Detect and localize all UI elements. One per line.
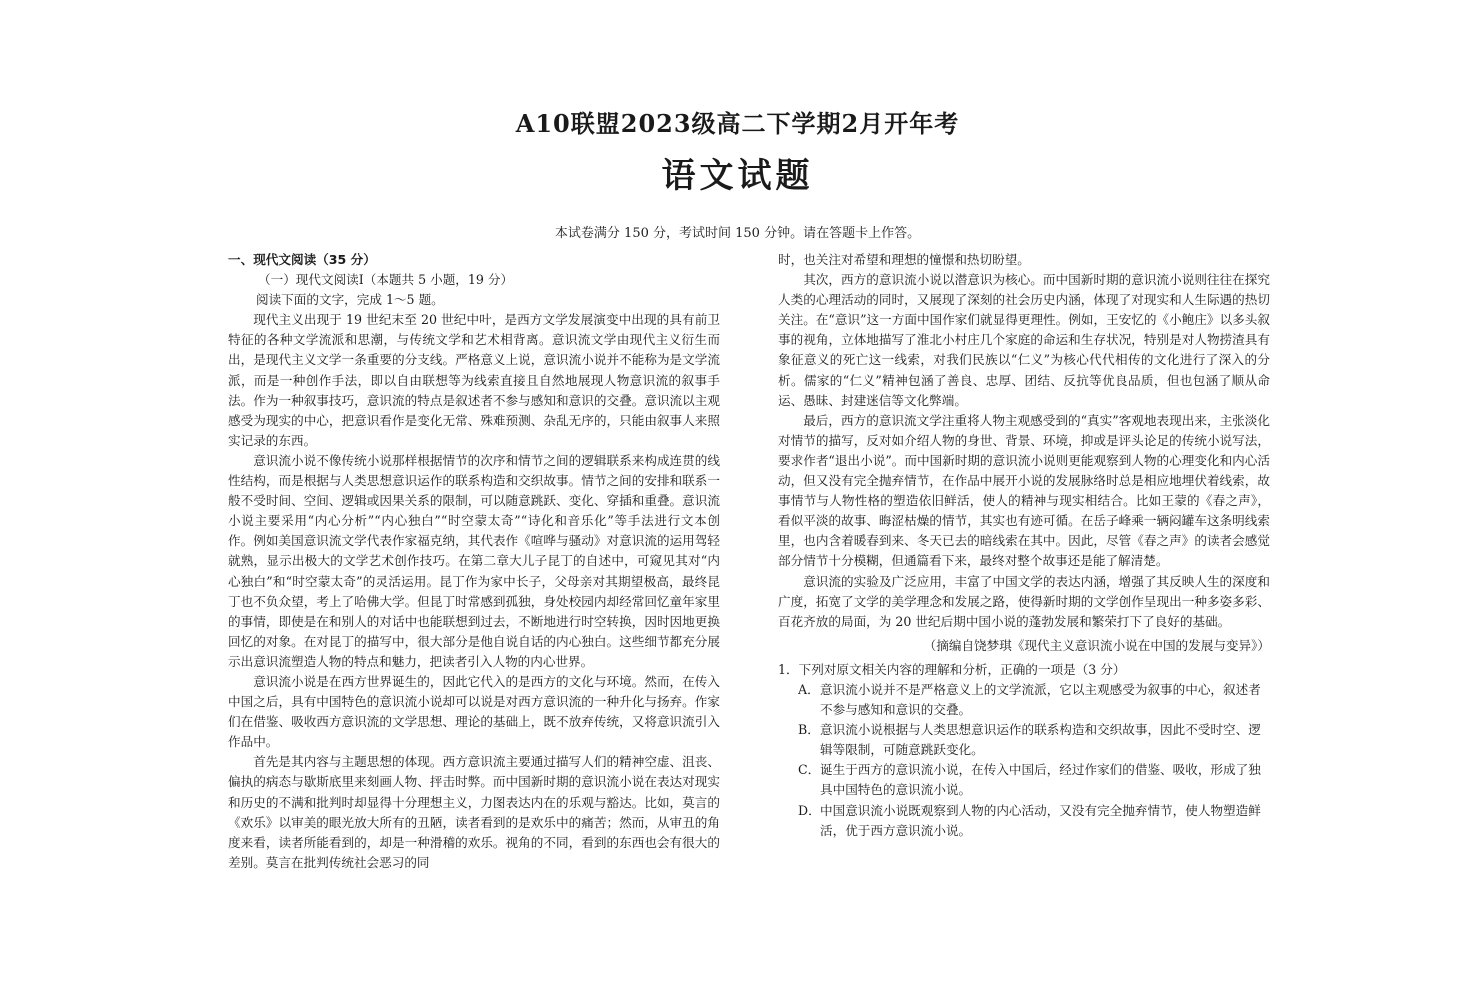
section-subheading: （一）现代文阅读Ⅰ（本题共 5 小题，19 分） [258,272,514,288]
option-text: 意识流小说并不是严格意义上的文学流派，它以主观感受为叙事的中心，叙述者不参与感知和意识的交叠。 [820,681,1261,718]
question-1 [778,660,1270,841]
option-text: 中国意识流小说既观察到人物的内心活动，又没有完全抛弃情节，使人物塑造鲜活，优于西方意识流小说。 [820,802,1261,838]
subject-title: 语文试题 [661,156,814,196]
option-d [778,801,1270,841]
exam-notice: 本试卷满分 150 分，考试时间 150 分钟。请在答题卡上作答。 [554,226,921,241]
option-text: 意识流小说根据与人类思想意识运作的联系构造和交织故事，因此不受时空、逻辑等限制，可随意跳跃变化。 [820,722,1261,758]
paragraph-4-continued: 时，也关注对希望和理想的憧憬和热切盼望。 [778,252,1030,267]
right-column [778,250,1270,841]
paragraph-7: 意识流的实验及广泛应用，丰富了中国文学的表达内涵，增强了其反映人生的深度和广度，拓宽了文学的美学理念和发展之路，使得新时期的文学创作呈现出一种多姿多彩、百花齐放的局面，为 20 世纪后期中国小说的蓬勃发展和繁荣打下了良好的基础。 [778,573,1270,629]
paragraph-6: 最后，西方的意识流文学注重将人物主观感受到的“真实”客观地表现出来，主张淡化对情节的描写，反对如介绍人物的身世、背景、环境，抑或是评头论足的传统小说写法，要求作者“退出小说”。而中国新时期的意识流小说则更能观察到人物的心理变化和内心活动，但又没有完全抛弃情节，在作品中展开小说的发展脉络时总是相应地埋伏着线索，故事情节与人物性格的塑造依旧鲜活，使人的精神与现实相结合。比如王蒙的《春之声》，看似平淡的故事、晦涩枯燥的情节，其实也有迹可循。在岳子峰乘一辆闷罐车这条明线索里，也内含着暖春到来、冬天已去的暗线索在其中。因此，尽管《春之声》的读者会感觉部分情节十分模糊，但通篇看下来，最终对整个故事还是能了解清楚。 [778,412,1270,569]
option-letter: B． [798,722,820,738]
paragraph-1: 现代主义出现于 19 世纪末至 20 世纪中叶，是西方文学发展演变中出现的具有前卫特征的各种文学流派和思潮，与传统文学和艺术相背离。意识流文学由现代主义衍生而出，是现代主义文学一条重要的分支线。严格意义上说，意识流小说并不能称为是文学流派，而是一种创作手法，即以自由联想等为线索直接且自然地展现人物意识流的叙事手法。作为一种叙事技巧，意识流的特点是叙述者不参与感知和意识的交叠。意识流以主观感受为现实的中心，把意识看作是变化无常、殊难预测、杂乱无序的，只能由叙事人来照实记录的东西。 [228,312,720,448]
question-1-stem: 1．下列对原文相关内容的理解和分析，正确的一项是（3 分） [778,661,1126,677]
exam-title: A10联盟2023级高二下学期2月开年考 [515,109,960,138]
option-text: 诞生于西方的意识流小说，在传入中国后，经过作家们的借鉴、吸收，形成了独具中国特色的意识流小说。 [820,762,1261,798]
option-letter: D． [798,802,821,818]
left-column [228,250,720,873]
paragraph-3: 意识流小说是在西方世界诞生的，因此它代入的是西方的文化与环境。然而，在传入中国之后，具有中国特色的意识流小说却可以说是对西方意识流的一种升化与扬弃。作家们在借鉴、吸收西方意识流的文学思想、理论的基础上，既不放弃传统，又将意识流引入作品中。 [228,673,720,750]
paragraph-2: 意识流小说不像传统小说那样根据情节的次序和情节之间的逻辑联系来构成连贯的线性结构，而是根据与人类思想意识运作的联系构造和交织故事。情节之间的安排和联系一般不受时间、空间、逻辑或因果关系的限制，可以随意跳跃、变化、穿插和重叠。意识流小说主要采用“内心分析”“内心独白”“时空蒙太奇”“诗化和音乐化”等手法进行文本创作。例如美国意识流文学代表作家福克纳，其代表作《喧哗与骚动》对意识流的运用驾轻就熟，显示出极大的文学艺术创作技巧。在第二章大儿子昆丁的自述中，可窥见其对“内心独白”和“时空蒙太奇”的灵活运用。昆丁作为家中长子，父母亲对其期望极高，最终昆丁也不负众望，考上了哈佛大学。但昆丁时常感到孤独，身处校园内却经常回忆童年家里的事情，即使是在和别人的对话中也能联想到过去，不断地进行时空转换，因时因地更换回忆的对象。在对昆丁的描写中，很大部分是他自说自话的内心独白。这些细节都充分展示出意识流塑造人物的特点和魅力，把读者引入人物的内心世界。 [228,452,720,669]
paragraph-4: 首先是其内容与主题思想的体现。西方意识流主要通过描写人们的精神空虚、沮丧、偏执的病态与歇斯底里来刻画人物、抨击时弊。而中国新时期的意识流小说在表达对现实和历史的不满和批判时却显得十分理想主义，力图表达内在的乐观与豁达。比如，莫言的《欢乐》以审美的眼光放大所有的丑陋，读者看到的是欢乐中的痛苦；然而，从审丑的角度来看，读者所能看到的，却是一种滑稽的欢乐。视角的不同，看到的东西也会有很大的差别。莫言在批判传统社会恶习的同 [228,754,720,870]
option-c [778,760,1270,800]
section-heading: 一、现代文阅读（35 分） [228,252,376,267]
option-b [778,720,1270,760]
source-citation: （摘编自饶梦琪《现代主义意识流小说在中国的发展与变异》） [923,637,1270,653]
option-letter: A． [798,681,820,697]
option-a [778,680,1270,720]
paragraph-5: 其次，西方的意识流小说以潜意识为核心。而中国新时期的意识流小说则往往在探究人类的心理活动的同时，又展现了深刻的社会历史内涵，体现了对现实和人生际遇的热切关注。在“意识”这一方面中国作家们就显得更理性。例如，王安忆的《小鲍庄》以多头叙事的视角，立体地描写了淮北小村庄几个家庭的命运和生存状况，特别是对人物捞渣具有象征意义的死亡这一线索，对我们民族以“仁义”为核心代代相传的文化进行了深入的分析。儒家的“仁义”精神包涵了善良、忠厚、团结、反抗等优良品质，但也包涵了顺从命运、愚昧、封建迷信等文化弊端。 [778,272,1270,408]
option-letter: C． [798,762,821,778]
reading-instruction: 阅读下面的文字，完成 1～5 题。 [256,292,444,308]
